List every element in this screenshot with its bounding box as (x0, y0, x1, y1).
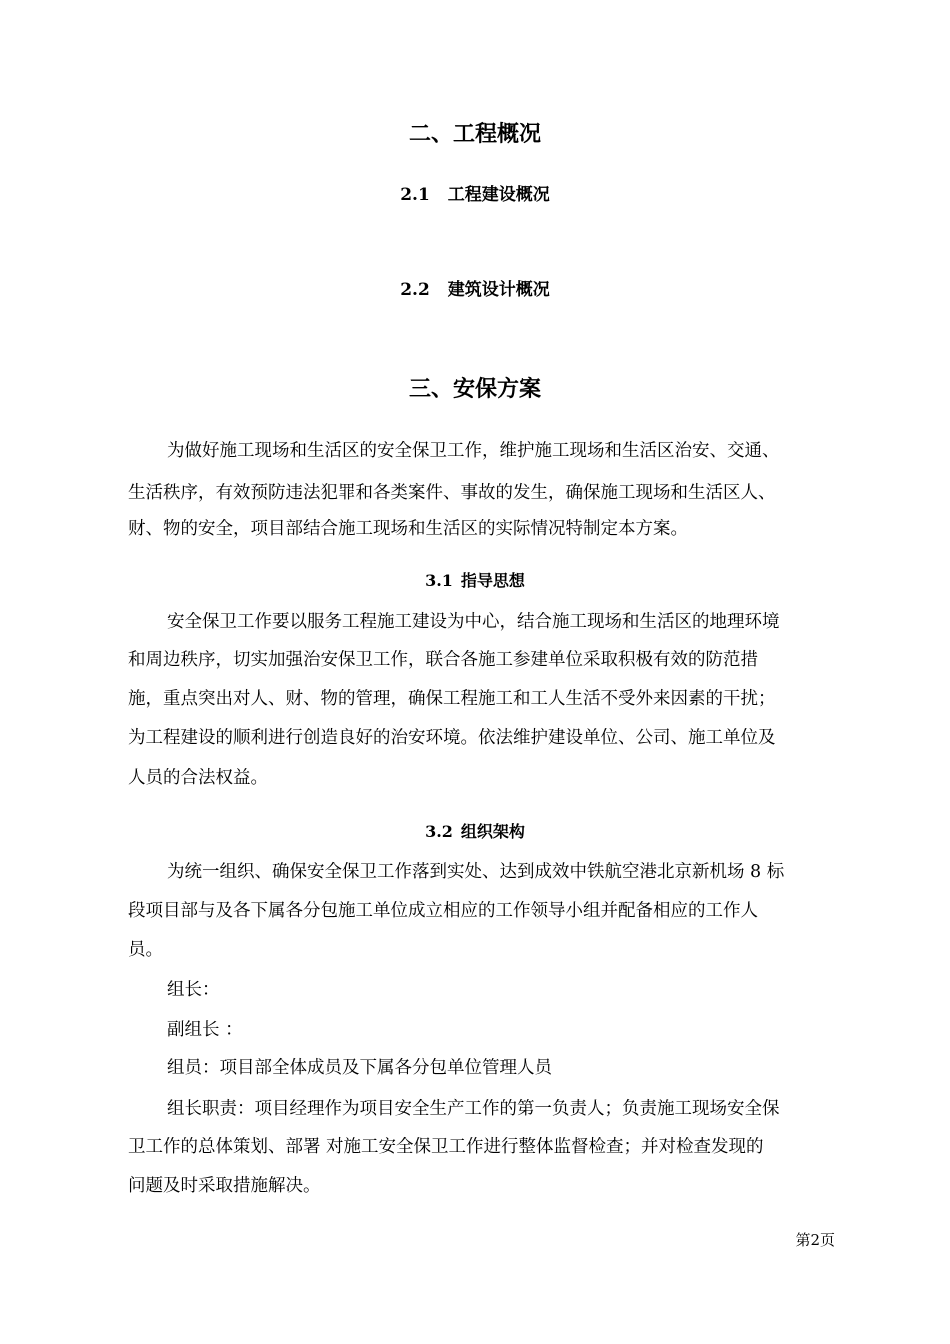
team-vice-leader: 副组长 ： (167, 1020, 243, 1040)
subsection-3-1-number: 3.1 (425, 571, 453, 590)
subsection-2-1-title: 工程建设概况 (447, 185, 550, 205)
intro-line-1: 为做好施工现场和生活区的安全保卫工作，维护施工现场和生活区治安、交通、 (167, 441, 780, 461)
leader-duty-line-1: 组长职责：项目经理作为项目安全生产工作的第一负责人；负责施工现场安全保 (167, 1099, 780, 1119)
leader-duty-line-3: 问题及时采取措施解决。 (128, 1176, 321, 1196)
subsection-2-2-title: 建筑设计概况 (447, 280, 550, 300)
org-line-1: 为统一组织、确保安全保卫工作落到实处、达到成效中铁航空港北京新机场 8 标 (167, 862, 785, 882)
page-number: 第2页 (795, 1231, 835, 1249)
guiding-line-1: 安全保卫工作要以服务工程施工建设为中心，结合施工现场和生活区的地理环境 (167, 612, 780, 632)
intro-line-3: 财、物的安全，项目部结合施工现场和生活区的实际情况特制定本方案。 (128, 519, 688, 539)
leader-duty-line-2: 卫工作的总体策划、部署 对施工安全保卫工作进行整体监督检查；并对检查发现的 (128, 1137, 764, 1157)
subsection-2-2-heading (0, 278, 950, 302)
org-line-3: 员。 (128, 940, 163, 960)
guiding-line-5: 人员的合法权益。 (128, 768, 268, 788)
subsection-3-2-heading (0, 820, 950, 844)
subsection-3-2-title: 组织架构 (460, 822, 525, 841)
subsection-2-1-number: 2.1 (400, 185, 430, 205)
guiding-line-3: 施，重点突出对人、财、物的管理，确保工程施工和工人生活不受外来因素的干扰； (128, 689, 776, 709)
team-leader: 组长： (167, 980, 220, 1000)
subsection-3-1-title: 指导思想 (460, 571, 525, 590)
section-2-title: 二、工程概况 (408, 121, 541, 147)
subsection-2-1-heading (0, 183, 950, 207)
subsection-2-2-number: 2.2 (400, 280, 430, 300)
guiding-line-2: 和周边秩序，切实加强治安保卫工作，联合各施工参建单位采取积极有效的防范措 (128, 650, 758, 670)
team-members: 组员：项目部全体成员及下属各分包单位管理人员 (167, 1058, 552, 1078)
org-line-2: 段项目部与及各下属各分包施工单位成立相应的工作领导小组并配备相应的工作人 (128, 901, 758, 921)
guiding-line-4: 为工程建设的顺利进行创造良好的治安环境。依法维护建设单位、公司、施工单位及 (128, 728, 776, 748)
subsection-3-2-number: 3.2 (425, 822, 453, 841)
section-3-title: 三、安保方案 (408, 376, 541, 402)
subsection-3-1-heading (0, 569, 950, 593)
intro-line-2: 生活秩序，有效预防违法犯罪和各类案件、事故的发生，确保施工现场和生活区人、 (128, 483, 776, 503)
